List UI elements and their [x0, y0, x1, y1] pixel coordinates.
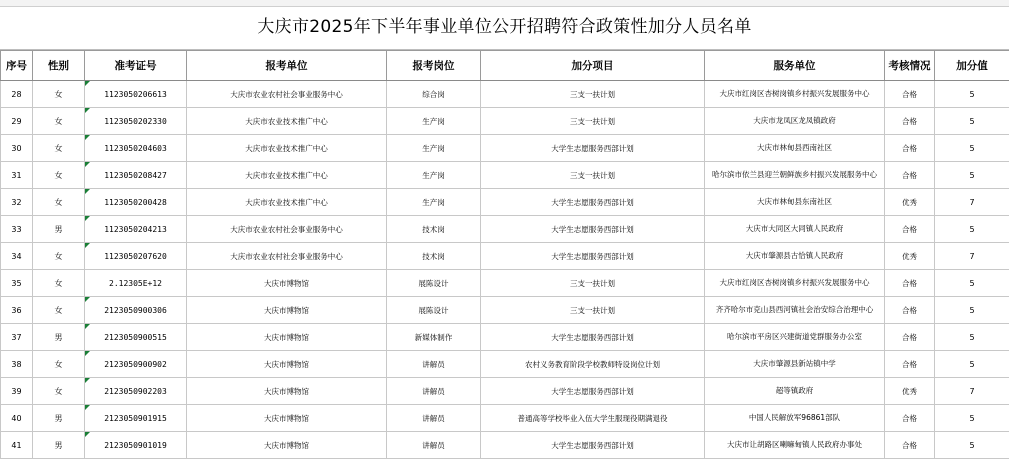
cell-result[interactable]: 合格: [885, 81, 935, 108]
cell-seq[interactable]: 31: [1, 162, 33, 189]
cell-service[interactable]: 大庆市肇源县新站镇中学: [705, 351, 885, 378]
table-row: [1, 297, 1009, 324]
cell-result[interactable]: 合格: [885, 108, 935, 135]
cell-ticket[interactable]: 2123050900902: [85, 351, 187, 378]
cell-service[interactable]: 大庆市龙凤区龙凤镇政府: [705, 108, 885, 135]
table-row: [1, 81, 1009, 108]
table-row: [1, 405, 1009, 432]
cell-sex[interactable]: 男: [33, 432, 85, 459]
table-row: [1, 432, 1009, 459]
cell-seq[interactable]: 40: [1, 405, 33, 432]
header-seq[interactable]: 序号: [1, 51, 33, 81]
cell-unit[interactable]: 大庆市农业技术推广中心: [187, 162, 387, 189]
cell-post[interactable]: 讲解员: [387, 378, 481, 405]
cell-ticket[interactable]: 2123050901019: [85, 432, 187, 459]
cell-service[interactable]: 大庆市肇源县古恰镇人民政府: [705, 243, 885, 270]
table-row: [1, 216, 1009, 243]
cell-unit[interactable]: 大庆市农业农村社会事业服务中心: [187, 243, 387, 270]
cell-unit[interactable]: 大庆市博物馆: [187, 378, 387, 405]
cell-service[interactable]: 中国人民解放军96861部队: [705, 405, 885, 432]
table-row: [1, 243, 1009, 270]
cell-seq[interactable]: 37: [1, 324, 33, 351]
cell-sex[interactable]: 女: [33, 81, 85, 108]
cell-sex[interactable]: 女: [33, 351, 85, 378]
cell-service[interactable]: 大庆市大同区大同镇人民政府: [705, 216, 885, 243]
table-row: [1, 270, 1009, 297]
cell-post[interactable]: 技术岗: [387, 243, 481, 270]
header-unit[interactable]: 报考单位: [187, 51, 387, 81]
cell-item[interactable]: 普通高等学校毕业入伍大学生服现役期满退役: [481, 405, 705, 432]
cell-service[interactable]: 大庆市让胡路区喇嘛甸镇人民政府办事处: [705, 432, 885, 459]
cell-ticket[interactable]: 1123050204213: [85, 216, 187, 243]
cell-service[interactable]: 超等镇政府: [705, 378, 885, 405]
cell-unit[interactable]: 大庆市博物馆: [187, 270, 387, 297]
cell-result[interactable]: 合格: [885, 405, 935, 432]
cell-service[interactable]: 哈尔滨市依兰县迎兰朝鲜族乡村振兴发展服务中心: [705, 162, 885, 189]
table-row: [1, 351, 1009, 378]
cell-sex[interactable]: 女: [33, 135, 85, 162]
cell-score[interactable]: 5: [935, 270, 1009, 297]
cell-item[interactable]: 三支一扶计划: [481, 270, 705, 297]
cell-seq[interactable]: 35: [1, 270, 33, 297]
cell-unit[interactable]: 大庆市博物馆: [187, 405, 387, 432]
header-sex[interactable]: 性别: [33, 51, 85, 81]
header-item[interactable]: 加分项目: [481, 51, 705, 81]
cell-score[interactable]: 5: [935, 81, 1009, 108]
cell-result[interactable]: 合格: [885, 351, 935, 378]
cell-post[interactable]: 讲解员: [387, 351, 481, 378]
cell-sex[interactable]: 男: [33, 324, 85, 351]
cell-result[interactable]: 合格: [885, 270, 935, 297]
cell-service[interactable]: 齐齐哈尔市克山县西河镇社会治安综合治理中心: [705, 297, 885, 324]
cell-score[interactable]: 5: [935, 405, 1009, 432]
cell-post[interactable]: 新媒体制作: [387, 324, 481, 351]
cell-service[interactable]: 大庆市林甸县东南社区: [705, 189, 885, 216]
cell-score[interactable]: 5: [935, 297, 1009, 324]
cell-item[interactable]: 大学生志愿服务西部计划: [481, 378, 705, 405]
cell-sex[interactable]: 男: [33, 405, 85, 432]
table-row: [1, 135, 1009, 162]
spreadsheet: [0, 6, 1009, 459]
cell-service[interactable]: 大庆市林甸县西南社区: [705, 135, 885, 162]
cell-result[interactable]: 合格: [885, 432, 935, 459]
cell-sex[interactable]: 女: [33, 243, 85, 270]
cell-seq[interactable]: 39: [1, 378, 33, 405]
cell-result[interactable]: 合格: [885, 297, 935, 324]
cell-item[interactable]: 大学生志愿服务西部计划: [481, 135, 705, 162]
cell-result[interactable]: 合格: [885, 135, 935, 162]
cell-score[interactable]: 5: [935, 108, 1009, 135]
cell-ticket[interactable]: 2123050902203: [85, 378, 187, 405]
cell-seq[interactable]: 36: [1, 297, 33, 324]
sheet-title: 大庆市2025年下半年事业单位公开招聘符合政策性加分人员名单: [0, 6, 1009, 50]
cell-ticket[interactable]: 1123050202330: [85, 108, 187, 135]
cell-post[interactable]: 展陈设计: [387, 270, 481, 297]
cell-unit[interactable]: 大庆市博物馆: [187, 297, 387, 324]
cell-unit[interactable]: 大庆市博物馆: [187, 432, 387, 459]
cell-result[interactable]: 合格: [885, 324, 935, 351]
cell-post[interactable]: 生产岗: [387, 135, 481, 162]
cell-service[interactable]: 大庆市红岗区杏树岗镇乡村振兴发展服务中心: [705, 270, 885, 297]
cell-sex[interactable]: 女: [33, 189, 85, 216]
cell-item[interactable]: 农村义务教育阶段学校教师特设岗位计划: [481, 351, 705, 378]
cell-result[interactable]: 优秀: [885, 189, 935, 216]
cell-sex[interactable]: 女: [33, 297, 85, 324]
cell-sex[interactable]: 女: [33, 162, 85, 189]
cell-seq[interactable]: 41: [1, 432, 33, 459]
cell-unit[interactable]: 大庆市农业技术推广中心: [187, 189, 387, 216]
cell-unit[interactable]: 大庆市农业技术推广中心: [187, 108, 387, 135]
cell-score[interactable]: 5: [935, 216, 1009, 243]
cell-sex[interactable]: 女: [33, 270, 85, 297]
cell-result[interactable]: 合格: [885, 162, 935, 189]
cell-post[interactable]: 生产岗: [387, 162, 481, 189]
cell-sex[interactable]: 女: [33, 108, 85, 135]
cell-score[interactable]: 5: [935, 324, 1009, 351]
cell-post[interactable]: 讲解员: [387, 432, 481, 459]
cell-score[interactable]: 5: [935, 432, 1009, 459]
cell-ticket[interactable]: 2.12305E+12: [85, 270, 187, 297]
cell-post[interactable]: 技术岗: [387, 216, 481, 243]
cell-item[interactable]: 大学生志愿服务西部计划: [481, 243, 705, 270]
cell-service[interactable]: 大庆市红岗区杏树岗镇乡村振兴发展服务中心: [705, 81, 885, 108]
cell-service[interactable]: 哈尔滨市平房区兴建街道党群服务办公室: [705, 324, 885, 351]
cell-ticket[interactable]: 1123050207620: [85, 243, 187, 270]
cell-seq[interactable]: 30: [1, 135, 33, 162]
cell-result[interactable]: 优秀: [885, 378, 935, 405]
header-row: [1, 51, 1009, 81]
cell-unit[interactable]: 大庆市博物馆: [187, 351, 387, 378]
cell-score[interactable]: 7: [935, 378, 1009, 405]
cell-ticket[interactable]: 2123050900306: [85, 297, 187, 324]
cell-score[interactable]: 5: [935, 351, 1009, 378]
cell-ticket[interactable]: 1123050204603: [85, 135, 187, 162]
cell-unit[interactable]: 大庆市农业农村社会事业服务中心: [187, 216, 387, 243]
table-row: [1, 108, 1009, 135]
cell-unit[interactable]: 大庆市农业农村社会事业服务中心: [187, 81, 387, 108]
cell-score[interactable]: 5: [935, 135, 1009, 162]
header-score[interactable]: 加分值: [935, 51, 1009, 81]
cell-unit[interactable]: 大庆市博物馆: [187, 324, 387, 351]
cell-seq[interactable]: 28: [1, 81, 33, 108]
cell-score[interactable]: 5: [935, 162, 1009, 189]
cell-item[interactable]: 三支一扶计划: [481, 297, 705, 324]
cell-sex[interactable]: 男: [33, 216, 85, 243]
header-post[interactable]: 报考岗位: [387, 51, 481, 81]
cell-sex[interactable]: 女: [33, 378, 85, 405]
header-ticket[interactable]: 准考证号: [85, 51, 187, 81]
cell-item[interactable]: 三支一扶计划: [481, 81, 705, 108]
cell-item[interactable]: 三支一扶计划: [481, 108, 705, 135]
cell-seq[interactable]: 32: [1, 189, 33, 216]
cell-seq[interactable]: 29: [1, 108, 33, 135]
cell-seq[interactable]: 34: [1, 243, 33, 270]
table-row: [1, 189, 1009, 216]
cell-unit[interactable]: 大庆市农业技术推广中心: [187, 135, 387, 162]
cell-item[interactable]: 三支一扶计划: [481, 162, 705, 189]
cell-score[interactable]: 7: [935, 189, 1009, 216]
cell-seq[interactable]: 33: [1, 216, 33, 243]
cell-item[interactable]: 大学生志愿服务西部计划: [481, 324, 705, 351]
cell-ticket[interactable]: 2123050900515: [85, 324, 187, 351]
cell-post[interactable]: 生产岗: [387, 108, 481, 135]
cell-post[interactable]: 生产岗: [387, 189, 481, 216]
cell-seq[interactable]: 38: [1, 351, 33, 378]
header-result[interactable]: 考核情况: [885, 51, 935, 81]
cell-item[interactable]: 大学生志愿服务西部计划: [481, 189, 705, 216]
table-row: [1, 162, 1009, 189]
cell-post[interactable]: 展陈设计: [387, 297, 481, 324]
cell-post[interactable]: 讲解员: [387, 405, 481, 432]
cell-item[interactable]: 大学生志愿服务西部计划: [481, 432, 705, 459]
cell-ticket[interactable]: 1123050206613: [85, 81, 187, 108]
cell-result[interactable]: 优秀: [885, 243, 935, 270]
cell-ticket[interactable]: 1123050200428: [85, 189, 187, 216]
cell-ticket[interactable]: 1123050208427: [85, 162, 187, 189]
cell-post[interactable]: 综合岗: [387, 81, 481, 108]
cell-item[interactable]: 大学生志愿服务西部计划: [481, 216, 705, 243]
table-row: [1, 378, 1009, 405]
header-service[interactable]: 服务单位: [705, 51, 885, 81]
cell-ticket[interactable]: 2123050901915: [85, 405, 187, 432]
cell-result[interactable]: 合格: [885, 216, 935, 243]
personnel-table: [0, 50, 1009, 459]
cell-score[interactable]: 7: [935, 243, 1009, 270]
table-row: [1, 324, 1009, 351]
